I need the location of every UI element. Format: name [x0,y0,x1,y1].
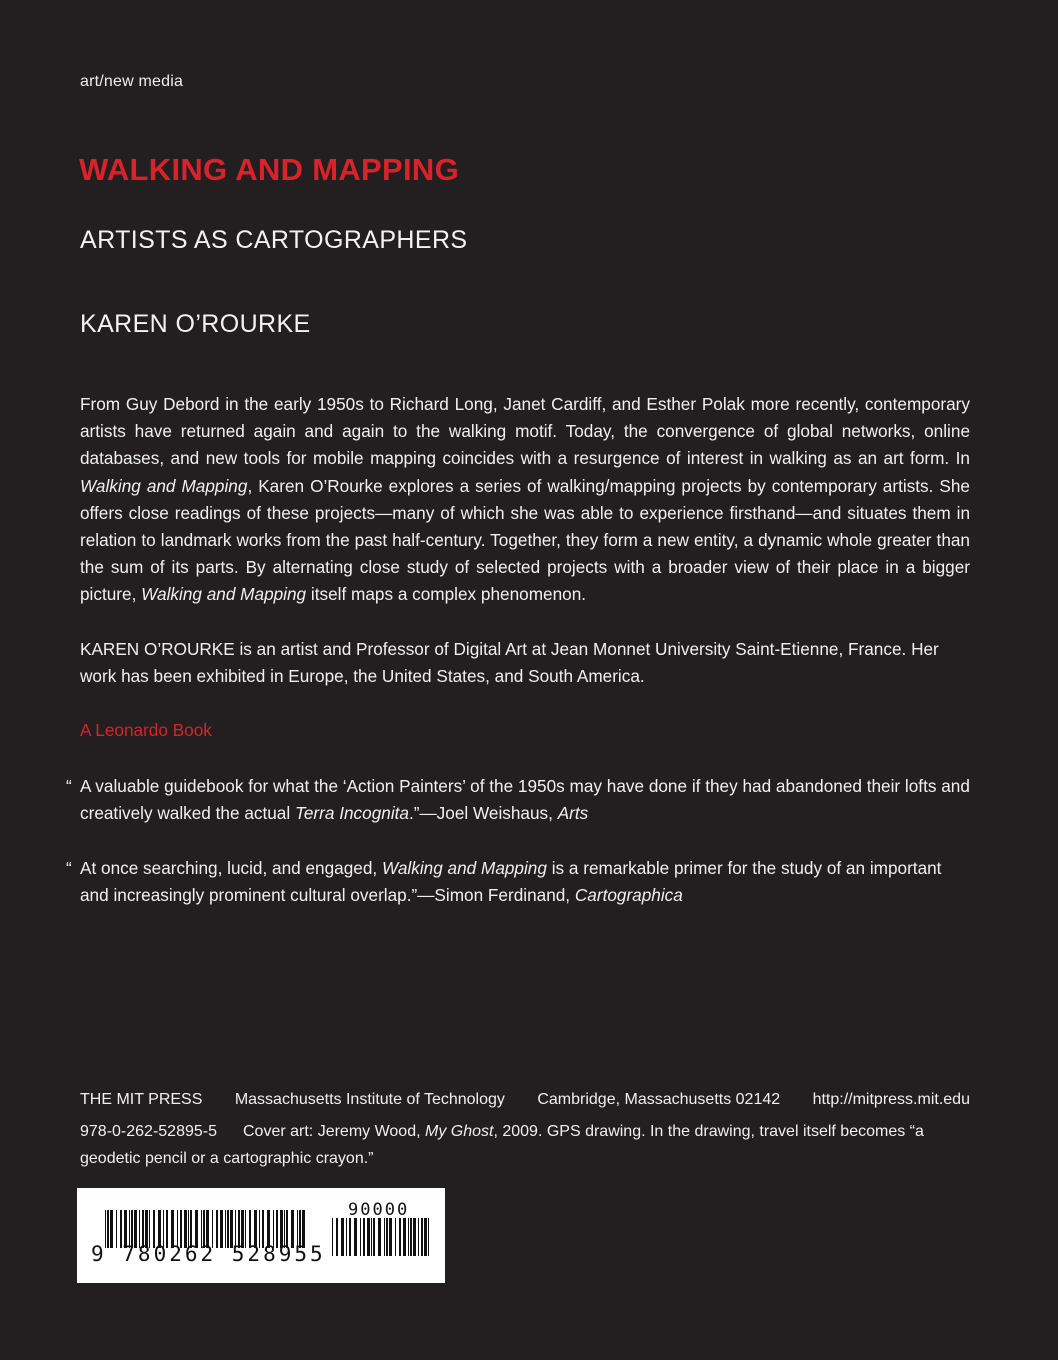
barcode-bar [363,1218,365,1256]
barcode-bar [399,1218,401,1256]
barcode-bar [413,1218,416,1256]
barcode-bar [428,1218,429,1256]
blurb-quote: “ A valuable guidebook for what the ‘Action Painters’ of the 1950s may have done if they had abandoned their lofts and creatively walked the actual Terra Incognita.”—Joel Weishaus, Arts [66,776,970,824]
publisher-address: Cambridge, Massachusetts 02142 [537,1091,781,1108]
barcode-bar [403,1218,406,1256]
blurb-quote: “ At once searching, lucid, and engaged, Walking and Mapping is a remarkable primer for the study of an important and increasingly prominent cultural overlap.”—Simon Ferdinand, Cartographica [66,858,942,906]
barcode-bar [395,1218,396,1256]
barcode-bar [389,1218,392,1256]
book-description: From Guy Debord in the early 1950s to Richard Long, Janet Cardiff, and Esther Polak more recently, contemporary artists have returned again and again to the walking motif. Today, the convergence of global networks, online databases, and new tools for mobile mapping coincides with a resurgence of interest in walking as an art form. In Walking and Mapping, Karen O’Rourke explores a series of walking/mapping projects by contemporary artists. She offers close readings of these projects—many of which she was able to experience firsthand—and situates them in relation to landmark works from the past half-century. Together, they form a new entity, a dynamic whole greater than the sum of its parts. By alternating close study of selected projects with a broader view of their place in a bigger picture, Walking and Mapping itself maps a complex phenomenon. [80,394,970,605]
barcode-bar [410,1218,412,1256]
author-bio: KAREN O’ROURKE is an artist and Professor of Digital Art at Jean Monnet University Saint-Etienne, France. Her work has been exhibited in Europe, the United States, and South America. [80,639,939,687]
publisher-institution: Massachusetts Institute of Technology [234,1091,505,1108]
barcode-addon-digits: 90000 [348,1200,410,1220]
barcode-bar [336,1218,338,1256]
isbn: 978-0-262-52895-5 [80,1123,217,1140]
publisher-info [80,1091,970,1109]
barcode-bar [384,1218,385,1256]
barcode-bar [373,1218,375,1256]
barcode-bar [378,1218,381,1256]
barcode-bar [346,1218,347,1256]
barcode-graphic [77,1188,445,1283]
series-label: A Leonardo Book [80,720,212,740]
barcode-bar [386,1218,388,1256]
barcode [77,1188,445,1283]
barcode-bar [421,1218,423,1256]
barcode-bar [360,1218,361,1256]
barcode-bar [341,1218,344,1256]
barcode-bar [332,1218,333,1256]
book-subtitle: ARTISTS AS CARTOGRAPHERS [80,226,468,254]
category-label: art/new media [80,73,184,90]
publisher-url: http://mitpress.mit.edu [812,1091,970,1108]
barcode-bar [354,1218,357,1256]
book-title: WALKING AND MAPPING [79,152,459,187]
barcode-digits: 9 780262 528955 [91,1242,326,1266]
barcode-bar [418,1218,419,1256]
book-author: KAREN O’ROURKE [80,310,311,338]
cover-credit: 978-0-262-52895-5 Cover art: Jeremy Wood, My Ghost, 2009. GPS drawing. In the drawing, travel itself becomes “a geodetic pencil or a cartographic crayon.” [80,1123,924,1167]
publisher-name: THE MIT PRESS [80,1091,203,1108]
barcode-bar [371,1218,372,1256]
barcode-bar [349,1218,351,1256]
barcode-bar [424,1218,427,1256]
barcode-bar [408,1218,409,1256]
barcode-bar [367,1218,370,1256]
